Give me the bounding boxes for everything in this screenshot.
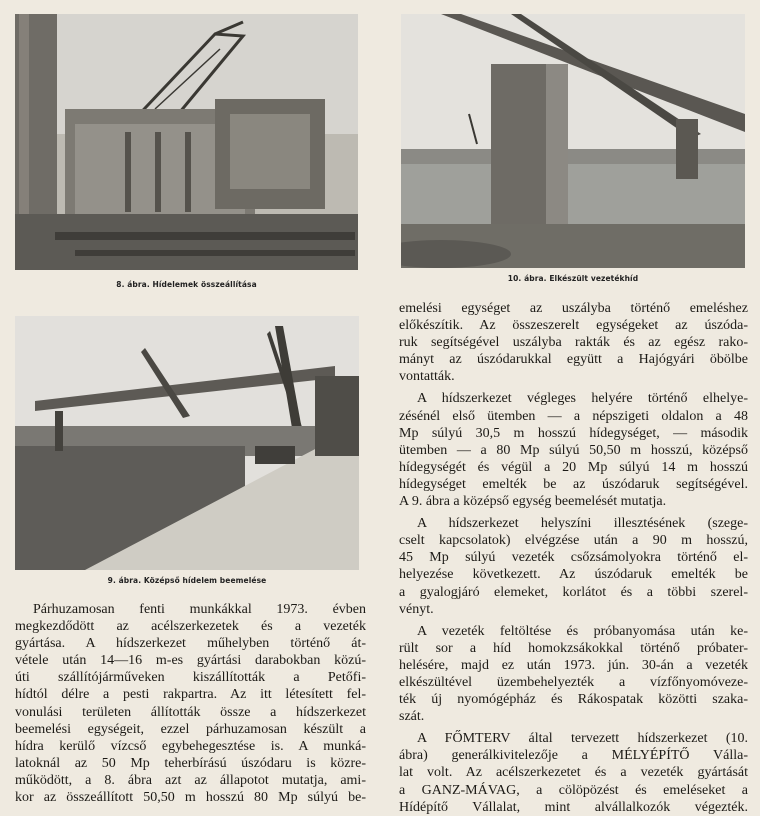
text-line: szát. [399,709,425,725]
figure-10-caption: 10. ábra. Elkészült vezetékhíd [507,274,639,283]
text-line: úti szállítójárműveken kiszállították a Petőfi- [15,670,366,686]
text-line: a gyalogjáró elemeket, korlátot és a többi szerel- [399,584,748,600]
text-line: 45 Mp súlyú vezeték csőzsámolyokra történő el- [399,550,748,566]
text-line: latoknál az 50 Mp teherbírású úszódaru is közre- [15,755,366,771]
text-line: vényt. [399,601,434,617]
text-line: Mp súlyú 30,5 m hosszú hídegységet, — második [399,425,748,441]
left-text-column [15,601,366,806]
text-line: hídegységet emelték be az úszódaruk segítségével. [399,476,748,492]
text-line: ábra) generálkivitelezője a MÉLYÉPÍTŐ Válla- [399,748,748,764]
right-paragraph-1 [399,300,748,385]
text-line: emelési egységet az uszályba történő emeléshez [399,301,748,316]
text-line: hídra kerülő vízcső egybehegesztése is. A munká- [15,738,366,754]
text-line: A vezeték feltöltése és próbanyomása után ke- [417,623,748,639]
text-line: megkezdődött az acélszerkezetek és a vezeték [15,619,366,635]
left-paragraph-1 [15,601,366,806]
right-paragraph-4 [399,623,748,726]
text-line: gyártása. A hídszerkezet műhelyben történő át- [15,636,366,652]
figure-10-photo [401,14,745,268]
text-line: helésére, majd ez után 1973. jún. 30-án a vezeték [399,657,748,673]
text-line: kor az összeállított 50,50 m hosszú 80 Mp súlyú be- [15,790,366,806]
text-line: hídegységét és végül a 20 Mp súlyú 14 m hosszú [399,459,748,475]
text-line: ütemben — a 80 Mp súlyú 50,50 m hosszú, középső [399,442,748,458]
text-line: elkészültével üzembehelyezték a vízfőnyomóveze- [399,674,748,690]
text-line: ruk segítségével uszályba rakták és az egész rako- [399,335,748,351]
text-line: működött, a 8. ábra azt az állapotot mutatja, ami- [15,772,366,788]
text-line: Hídépítő Vállalat, mint alvállalkozók végezték. [399,799,748,815]
text-line: vontatták. [399,369,455,385]
figure-9-photo [15,316,359,570]
text-line: előkészítik. Az összeszerelt egységeket az úszóda- [399,318,748,334]
figure-9-caption: 9. ábra. Középső hídelem beemelése [107,576,267,585]
text-line: A hídszerkezet helyszíni illesztésének (szege- [417,516,748,532]
text-line: vonulási területen állították össze a hídszerkezet [15,704,366,720]
text-line: vétele után 14—16 m-es gyártási darabokban közú- [15,653,366,669]
right-paragraph-5 [399,730,748,815]
text-line: A 9. ábra a középső egység beemelését mutatja. [399,494,667,510]
text-line: A hídszerkezet végleges helyére történő elhelye- [417,391,748,407]
text-line: rült sor a híd homokzsákokkal történő próbater- [399,640,748,656]
text-line: a GANZ-MÁVAG, a cölöpözést és emeléseket a [399,782,748,798]
right-text-column [399,300,748,816]
text-line: mányt az úszódarukkal együtt a Hajógyári öbölbe [399,352,748,368]
text-line: Párhuzamosan fenti munkákkal 1973. évben [33,602,366,617]
text-line: zésénél első ütemben — a népszigeti oldalon a 48 [399,408,748,424]
text-line: helyezése következett. Az úszódaruk emelték be [399,567,748,583]
text-line: ték új nyomógépház és Rákospatak közötti szaka- [399,692,748,708]
text-line: A FŐMTERV által tervezett hídszerkezet (10. [417,731,748,747]
text-line: cselt kapcsolatok) elvégzése után a 90 m hosszú, [399,533,748,549]
figure-8-caption: 8. ábra. Hídelemek összeállítása [116,280,257,289]
text-line: beemelési egységeit, ezzel párhuzamosan készült a [15,721,366,737]
text-line: hídtól délre a pesti rakpartra. Az itt létesített fel- [15,687,366,703]
right-paragraph-2 [399,390,748,510]
figure-8-photo [15,14,358,270]
text-line: lat volt. Az acélszerkezetet és a vezeték gyártását [399,765,748,781]
right-paragraph-3 [399,515,748,618]
